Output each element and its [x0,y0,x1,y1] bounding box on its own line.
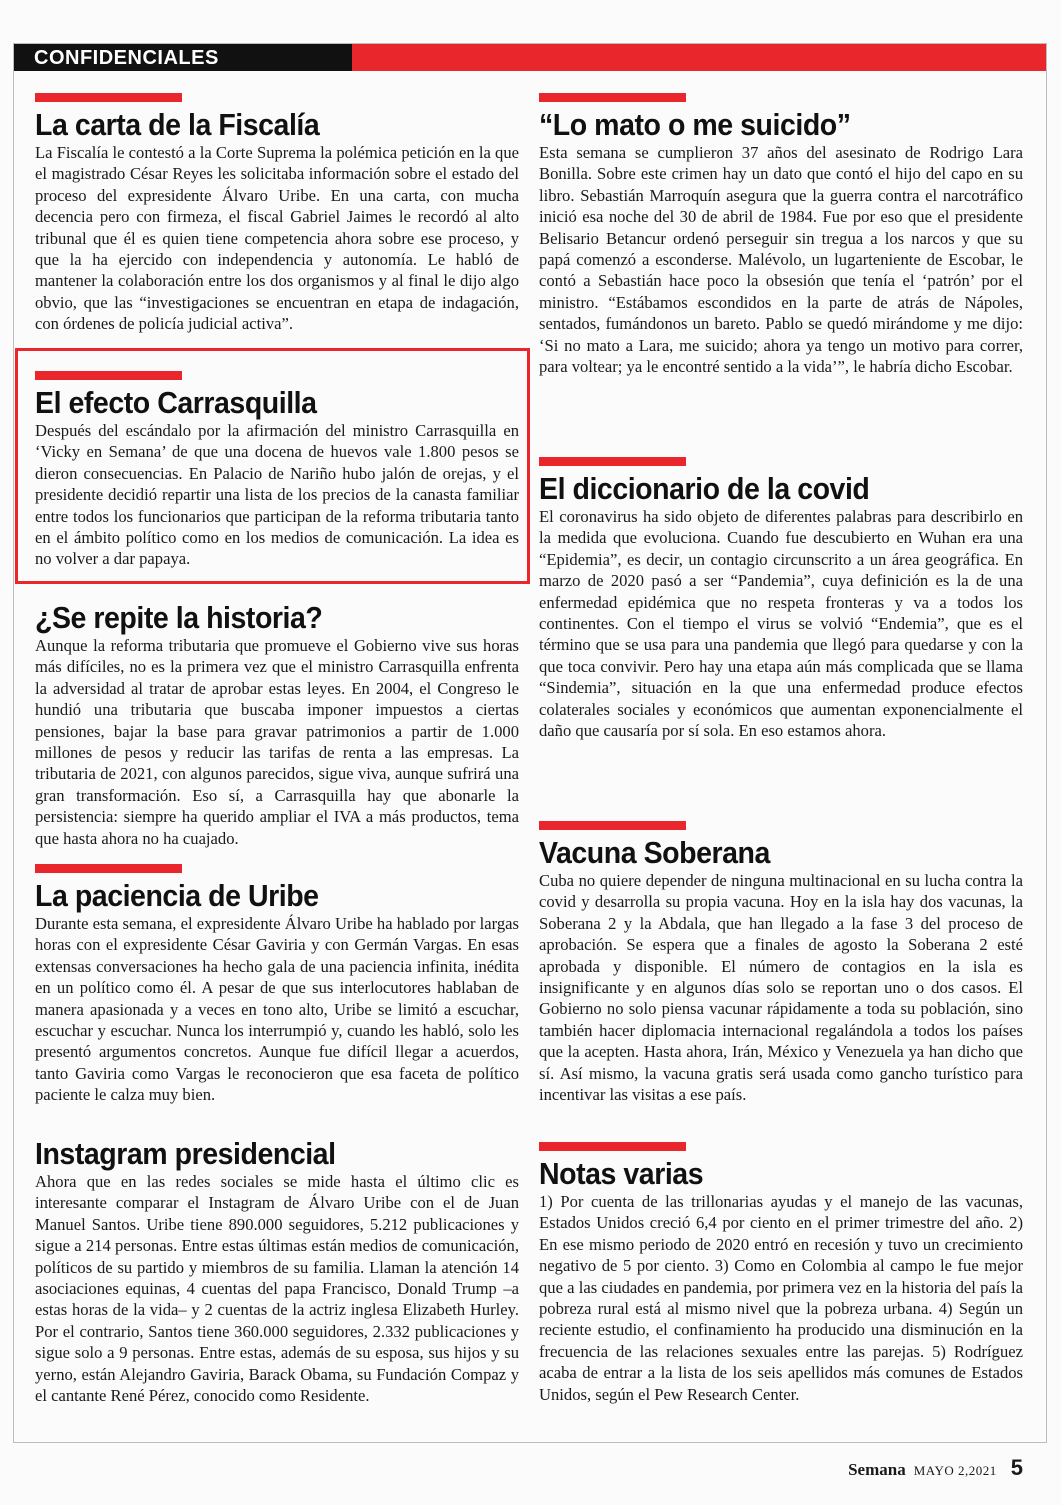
article-carta-fiscalia [35,93,519,340]
article-notas-varias [539,1142,1023,1405]
article-rule [35,93,182,102]
article-lo-mato [539,93,1023,377]
article-rule [539,821,686,830]
article-body: 1) Por cuenta de las trillonarias ayudas y el manejo de las vacunas, Estados Unidos creció 6,4 por ciento en el primer trimestre del año. 2) En ese mismo periodo de 2020 entró en recesión y tuvo un crecimiento negativo de 5 por ciento. 3) Como en Colombia al campo le fue mejor que a las ciudades en pandemia, por primera vez en la historia del país la pobreza rural está al mismo nivel que la pobreza urbana. 4) Según un reciente estudio, el confinamiento ha producido una disminución en la frecuencia de las relaciones sexuales entre las parejas. 5) Rodríguez acaba de entrar a la lista de los seis apellidos más comunes de Estados Unidos, según el Pew Research Center. [539,1192,1023,1404]
issue-date: MAYO 2,2021 [913,1463,997,1478]
article-title: El diccionario de la covid [539,471,870,506]
article-paciencia-uribe [35,864,519,1106]
section-title: CONFIDENCIALES [14,44,352,71]
article-title: La paciencia de Uribe [35,878,319,913]
article-se-repite-historia [35,601,519,849]
article-vacuna-soberana [539,821,1023,1105]
article-diccionario-covid [539,457,1023,741]
article-rule [539,93,686,102]
article-title: Instagram presidencial [35,1136,336,1171]
article-title: Notas varias [539,1156,704,1191]
article-title: ¿Se repite la historia? [35,600,323,635]
article-body: Aunque la reforma tributaria que promueve el Gobierno vive sus horas más difíciles, no es la primera vez que el ministro Carrasquilla enfrenta la adversidad al tratar de aprobar estas leyes. En 2004, el Congreso le hundió una tributaria que buscaba imponer impuestos a ciertas pensiones, bajar la base para gravar patrimonios a partir de 1.000 millones de pesos y reducir las tarifas de renta a las empresas. La tributaria de 2021, con algunos parecidos, sigue viva, aunque sufrirá una gran transformación. Eso sí, a Carrasquilla hay que abonarle la persistencia: siempre ha querido ampliar el IVA a más productos, tema que hasta ahora no ha cuajado. [35,636,519,848]
article-body: La Fiscalía le contestó a la Corte Suprema la polémica petición en la que el magistrado César Reyes les solicitaba información sobre el estado del proceso del expresidente Álvaro Uribe. En una carta, con mucha decencia pero con firmeza, el fiscal Gabriel Jaimes le recordó al alto tribunal que él es quien tiene competencia ahora sobre ese proceso, y que la ha ejercido con independencia y autonomía. Le habló de mantener la colaboración entre los dos organismos y al final le dijo algo obvio, que las “investigaciones se encuentran en etapa de indagación, con órdenes de policía judicial activa”. [35,143,519,334]
article-body: Ahora que en las redes sociales se mide hasta el último clic es interesante comparar el Instagram de Álvaro Uribe con el de Juan Manuel Santos. Uribe tiene 890.000 seguidores, 5.212 publicaciones y sigue a 214 personas. Entre estas últimas están medios de comunicación, políticos de su partido y miembros de su familia. Llaman la atención 14 asociaciones equinas, 4 cuentas del papa Francisco, Donald Trump –a estas horas de la vida– y 2 cuentas de la actriz inglesa Elizabeth Hurley. Por el contrario, Santos tiene 360.000 seguidores, 2.332 publicaciones y sigue solo a 9 personas. Entre estas, además de su esposa, sus hijos y su yerno, están Alejandro Gaviria, Barack Obama, su Fundación Compaz y el cantante René Pérez, conocido como Residente. [35,1172,519,1406]
article-title: “Lo mato o me suicido” [539,107,851,142]
article-body: El coronavirus ha sido objeto de diferentes palabras para describirlo en la medida que evoluciona. Cuando fue descubierto en Wuhan era una “Epidemia”, es decir, un contagio circunscrito a un área geográfica. En marzo de 2020 pasó a ser “Pandemia”, cuya definición es la de una enfermedad epidémica que no respeta fronteras y va a todos los continentes. Con el tiempo el virus se volvió “Endemia”, que es el término que se usa para una pandemia que llegó para quedarse y con la que toca convivir. Pero hay una etapa aún más complicada que se llama “Sindemia”, situación en la que una enfermedad produce efectos colaterales sociales y económicos que aumentan exponencialmente el daño que causaría por sí sola. En eso estamos ahora. [539,507,1023,741]
article-body: Después del escándalo por la afirmación del ministro Carrasquilla en ‘Vicky en Semana’ de que una docena de huevos vale 1.800 pesos se dieron consecuencias. En Palacio de Nariño hubo jalón de orejas, y el presidente decidió repartir una lista de los precios de la canasta familiar entre todos los funcionarios que participan de la reforma tributaria tanto en el ámbito político como en los medios de comunicación. La idea es no volver a dar papaya. [35,421,519,569]
article-instagram-presidencial [35,1137,519,1406]
article-rule [539,457,686,466]
article-title: El efecto Carrasquilla [35,385,317,420]
magazine-name: Semana [848,1460,906,1479]
page-number: 5 [1010,1455,1023,1480]
article-rule [539,1142,686,1151]
article-body: Esta semana se cumplieron 37 años del asesinato de Rodrigo Lara Bonilla. Sobre este crimen hay un dato que contó el hijo del capo en su libro. Sebastián Marroquín asegura que la guerra contra el narcotráfico inició esa noche del 30 de abril de 1984. Fue por eso que el presidente Belisario Betancur ordenó perseguir sin tregua a los narcos y que su papá comenzó a esconderse. Malévolo, un lugarteniente de Escobar, le contó a Sebastián hace poco la obsesión que tenía el ‘patrón’ por el ministro. “Estábamos escondidos en la parte de atrás de Nápoles, sentados, fumándonos un bareto. Pablo se quedó mirándome y me dijo: ‘Si no mato a Lara, me suicido; ahora ya tengo un motivo para correr, para voltear; ya le encontré sentido a la vida’”, le habría dicho Escobar. [539,143,1023,377]
article-body: Cuba no quiere depender de ninguna multinacional en su lucha contra la covid y desarrolla su propia vacuna. Hoy en la isla hay dos vacunas, la Soberana 2 y la Abdala, que han llegado a la fase 3 del proceso de aprobación. Se espera que a finales de agosto la Soberana 2 esté aprobada y disponible. El número de contagios en la isla es insignificante y en algunos días solo se reportan uno o dos casos. El Gobierno no solo piensa vacunar rápidamente a toda su población, sino también hacer diplomacia internacional regalándola a todos los países que la acepten. Hasta ahora, Irán, México y Venezuela ya han dicho que sí. Así mismo, la vacuna gratis será usada como gancho turístico para incentivar las visitas a ese país. [539,871,1023,1105]
article-rule [35,864,182,873]
highlight-box [15,348,530,584]
article-title: Vacuna Soberana [539,835,770,870]
article-title: La carta de la Fiscalía [35,107,320,142]
article-body: Durante esta semana, el expresidente Álvaro Uribe ha hablado por largas horas con el expresidente César Gaviria y con Germán Vargas. En esas extensas conversaciones ha hecho gala de una paciencia infinita, inédita en un político como él. A pesar de que sus interlocutores hablaban de manera apasionada y a veces en tono alto, Uribe se limitó a escuchar, escuchar y escuchar. Nunca los interrumpió y, cuando les habló, solo les presentó argumentos concretos. Aunque fue difícil llegar a acuerdos, tanto Gaviria como Vargas le reconocieron que esa faceta de político paciente le calza muy bien. [35,914,519,1105]
page-footer [848,1455,1023,1481]
